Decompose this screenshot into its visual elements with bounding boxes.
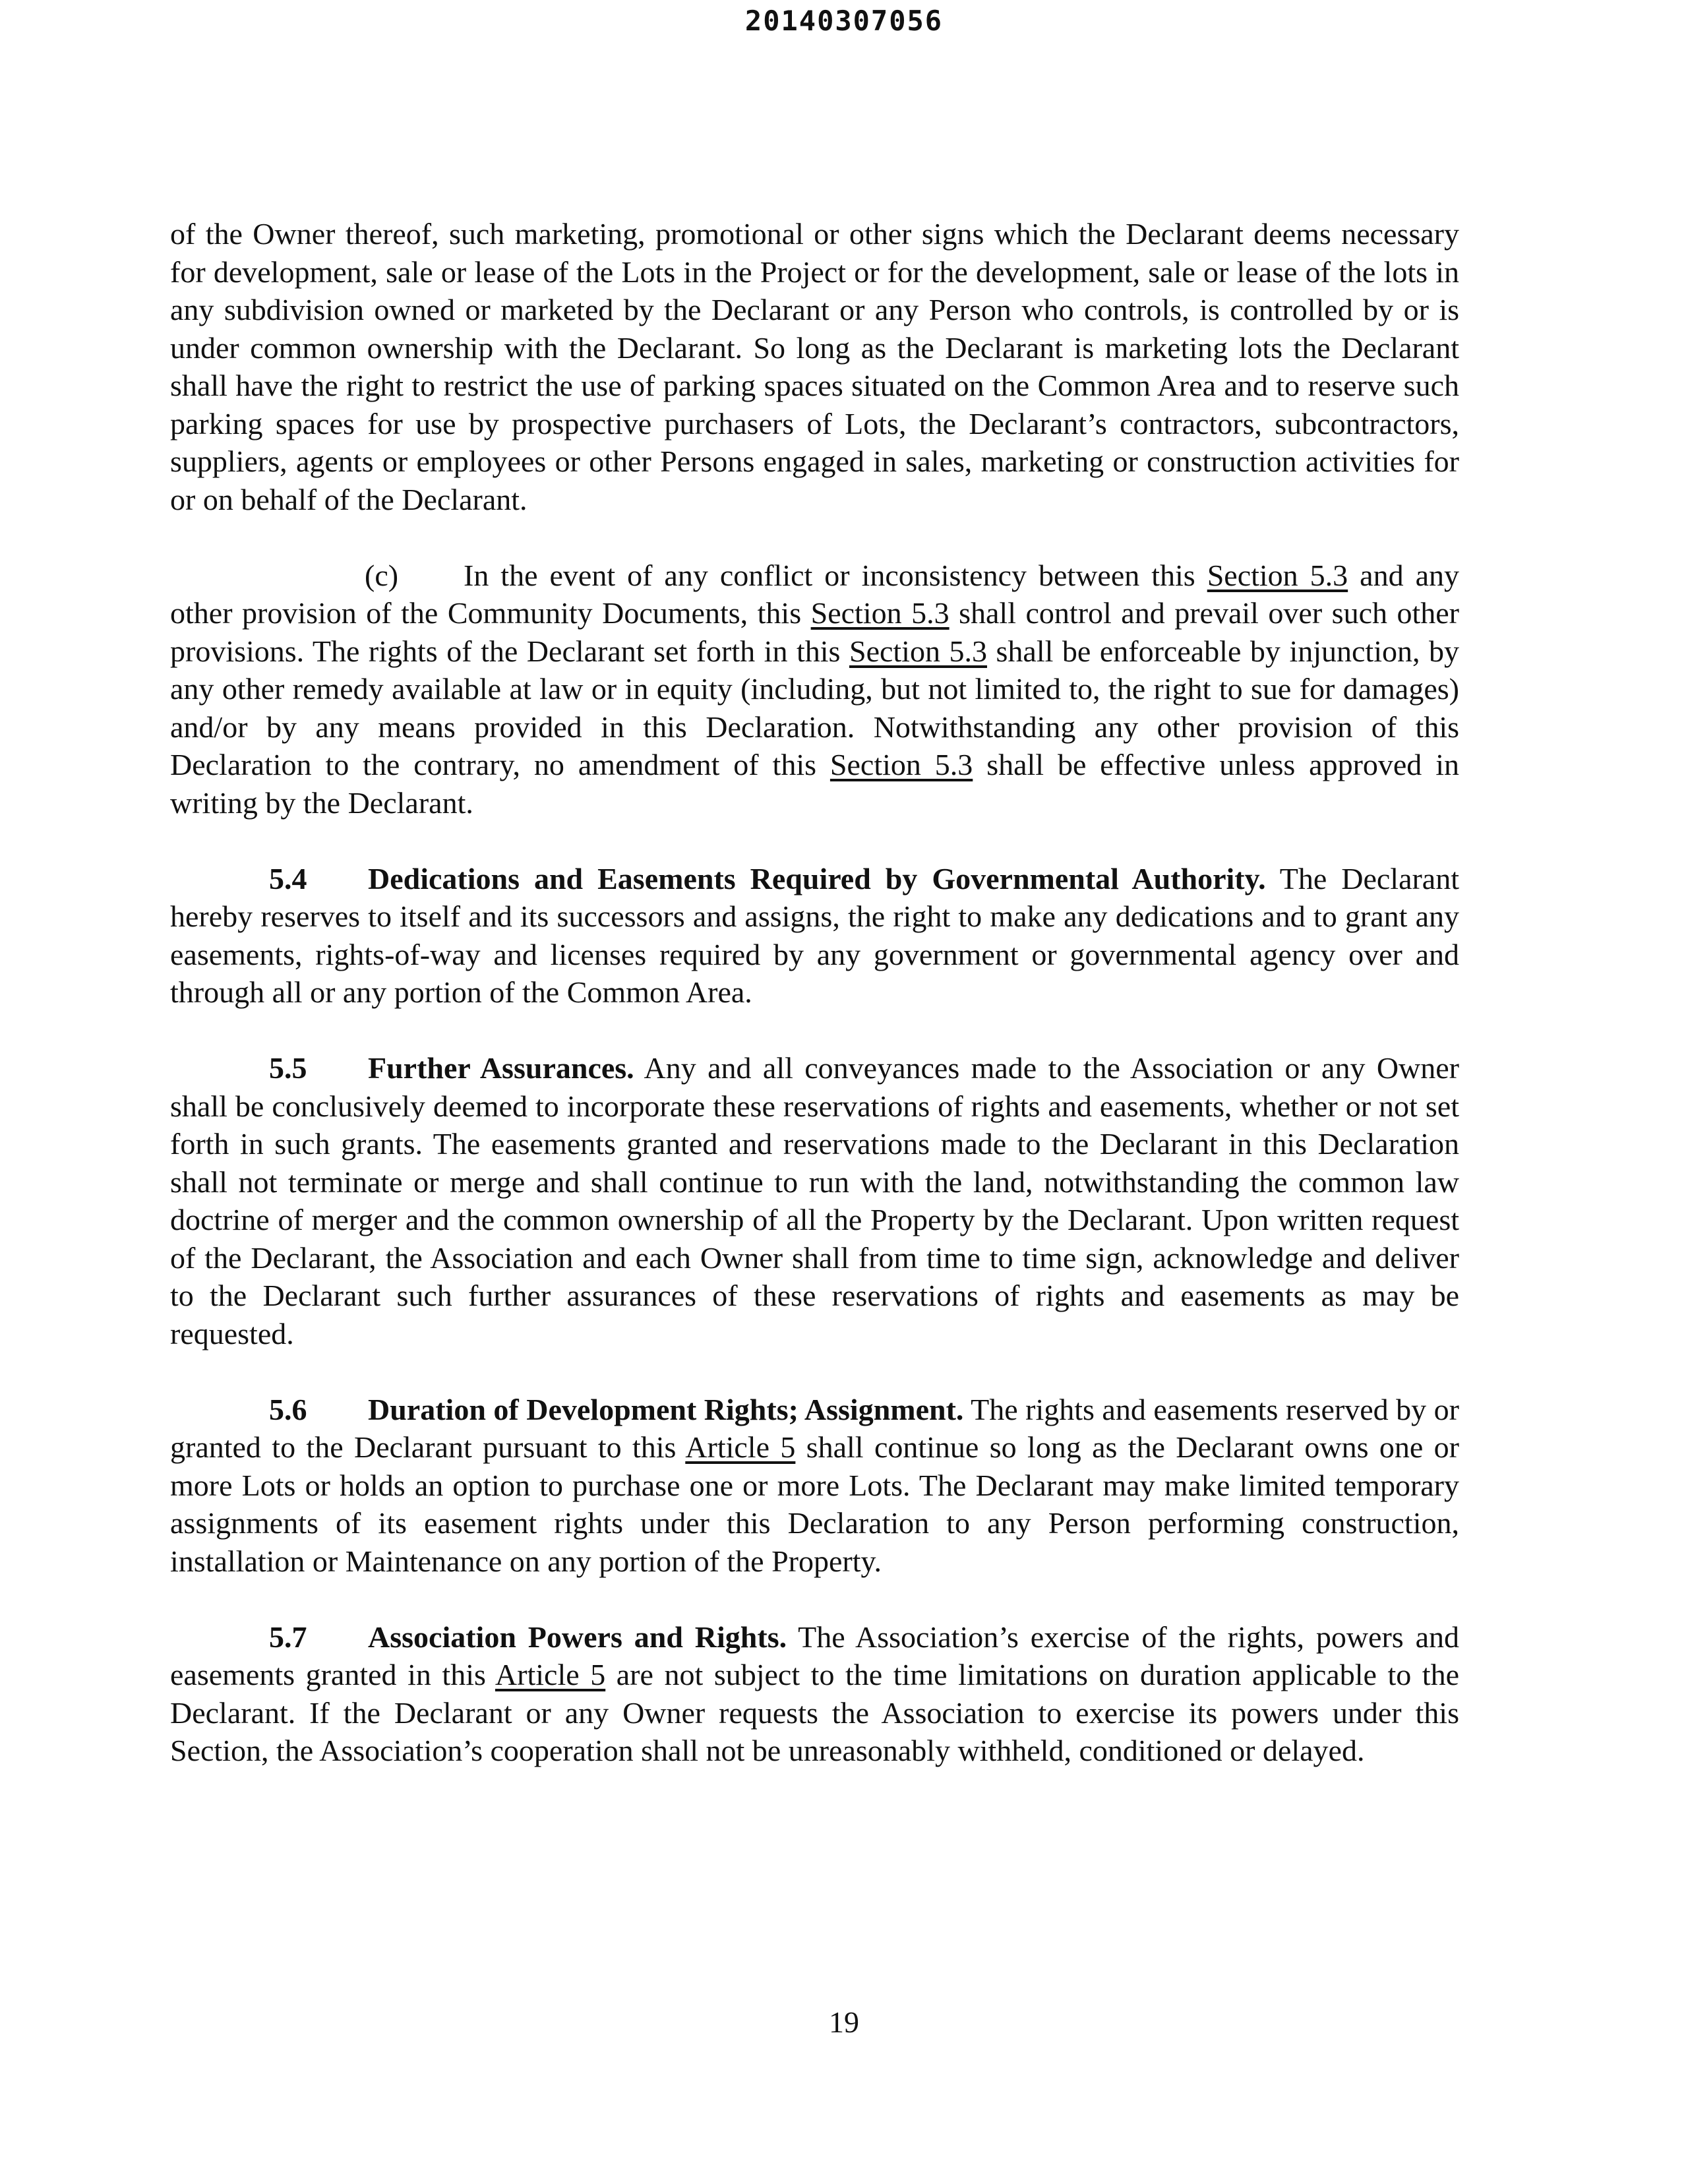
section-5-5	[170, 1049, 1459, 1352]
section-heading: Duration of Development Rights; Assignment.	[368, 1392, 964, 1426]
section-number: 5.6	[269, 1392, 307, 1426]
paragraph-text: of the Owner thereof, such marketing, promotional or other signs which the Declarant deems necessary for development, sale or lease of the Lots in the Project or for the development, sale or lease of the lots in any subdivision owned or marketed by the Declarant or any Person who controls, is controlled by or is under common ownership with the Declarant. So long as the Declarant is marketing lots the Declarant shall have the right to restrict the use of parking spaces situated on the Common Area and to reserve such parking spaces for use by prospective purchasers of Lots, the Declarant’s contractors, subcontractors, suppliers, agents or employees or other Persons engaged in sales, marketing or construction activities for or on behalf of the Declarant.	[170, 217, 1459, 516]
section-heading: Further Assurances.	[368, 1051, 634, 1085]
section-reference: Section 5.3	[810, 596, 950, 630]
section-number: 5.4	[269, 861, 307, 895]
article-reference: Article 5	[495, 1658, 606, 1691]
paragraph-text: shall be enforceable by injunction, by any other remedy available at law or in equity (including, but not limited to, the right to sue for damages) and/or by any means provided in this Declaration. Notwithstanding any other provision of this Declaration to the contrary, no amendment of this	[170, 634, 1460, 781]
paragraph-b-continuation	[170, 215, 1459, 518]
paragraph-text: The Declarant hereby reserves to itself and its successors and assigns, the right to make any dedications and to grant any easements, rights-of-way and licenses required by any government or governmental agency over and through all or any portion of the Common Area.	[170, 861, 1460, 1009]
section-5-6	[170, 1391, 1459, 1581]
subsection-label: (c)	[365, 558, 399, 592]
section-heading: Association Powers and Rights.	[368, 1620, 787, 1654]
section-reference: Section 5.3	[1207, 558, 1348, 592]
paragraph-text: The rights and easements reserved by or granted to the Declarant pursuant to this	[170, 1392, 1459, 1464]
section-reference: Section 5.3	[849, 634, 987, 668]
section-number: 5.7	[269, 1620, 307, 1654]
section-heading: Dedications and Easements Required by Governmental Authority.	[368, 861, 1266, 895]
section-number: 5.5	[269, 1051, 307, 1085]
section-reference: Section 5.3	[829, 748, 973, 781]
paragraph-text: and any other provision of the Community Documents, this	[170, 558, 1459, 630]
paragraph-text: Any and all conveyances made to the Association or any Owner shall be conclusively deemed to incorporate these reservations of rights and easements, whether or not set forth in such grants. The easements granted and reservations made to the Declarant in this Declaration shall not terminate or merge and shall continue to run with the land, notwithstanding the common law doctrine of merger and the common ownership of all the Property by the Declarant. Upon written request of the Declarant, the Association and each Owner shall from time to time sign, acknowledge and deliver to the Declarant such further assurances of these reservations of rights and easements as may be requested.	[170, 1051, 1459, 1350]
section-5-7	[170, 1618, 1459, 1770]
paragraph-text: shall control and prevail over such other provisions. The rights of the Declarant set forth in this	[170, 596, 1460, 668]
page-body	[170, 215, 1459, 1770]
paragraph-text: In the event of any conflict or inconsistency between this	[464, 558, 1207, 592]
paragraph-text: shall be effective unless approved in writing by the Declarant.	[170, 748, 1459, 820]
paragraph-c	[170, 557, 1459, 822]
section-5-4	[170, 860, 1459, 1012]
document-number: 20140307056	[744, 5, 944, 37]
paragraph-text: shall continue so long as the Declarant owns one or more Lots or holds an option to purchase one or more Lots. The Declarant may make limited temporary assignments of its easement rights under this Declaration to any Person performing construction, installation or Maintenance on any portion of the Property.	[170, 1430, 1459, 1578]
article-reference: Article 5	[685, 1430, 796, 1464]
paragraph-text: are not subject to the time limitations on duration applicable to the Declarant. If the Declarant or any Owner requests the Association to exercise its powers under this Section, the Association’s cooperation shall not be unreasonably withheld, conditioned or delayed.	[170, 1658, 1459, 1767]
page-number: 19	[829, 2005, 859, 2039]
paragraph-text: The Association’s exercise of the rights, powers and easements granted in this	[170, 1620, 1459, 1691]
